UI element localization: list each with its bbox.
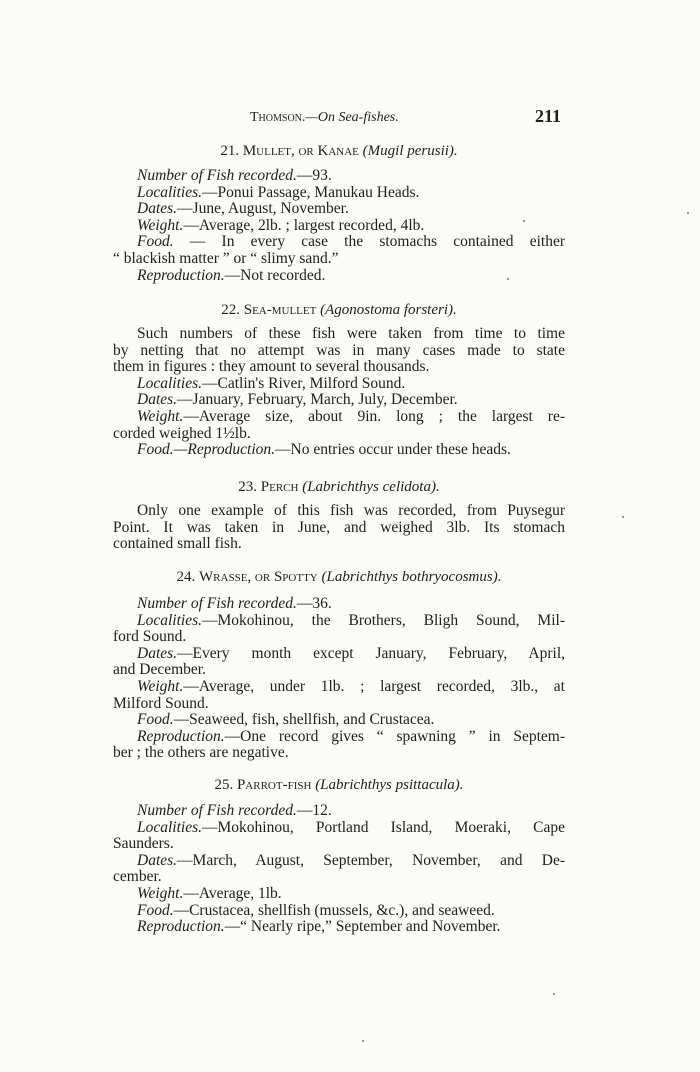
paragraph-line: Localities.—Mokohinou, Portland Island, Moeraki, Cape bbox=[137, 818, 565, 836]
section-body bbox=[113, 326, 565, 459]
paragraph-line: Number of Fish recorded.—93. bbox=[137, 167, 332, 184]
paragraph-line: Only one example of this fish was recorded, from Puysegur bbox=[137, 502, 565, 519]
section-body bbox=[113, 803, 565, 936]
section-body bbox=[113, 596, 565, 762]
scan-speck bbox=[687, 212, 689, 214]
section-body bbox=[113, 503, 565, 553]
paragraph-line: them in figures : they amount to several thousands. bbox=[113, 358, 430, 376]
scan-speck bbox=[507, 278, 509, 280]
paragraph-line: Reproduction.—One record gives “ spawning ” in Septem- bbox=[137, 727, 565, 745]
paragraph-line: Reproduction.—“ Nearly ripe,” September and November. bbox=[137, 918, 501, 936]
scan-speck bbox=[362, 1040, 364, 1042]
paragraph-line: Dates.—June, August, November. bbox=[137, 200, 349, 218]
paragraph-line: Dates.—Every month except January, February, April, bbox=[137, 644, 565, 662]
paragraph-line: Weight.—Average size, about 9in. long ; the largest re- bbox=[137, 407, 565, 425]
header-title-text: —On Sea-fishes. bbox=[305, 110, 399, 125]
section-body bbox=[113, 168, 565, 284]
paragraph-line: by netting that no attempt was in many cases made to state bbox=[113, 341, 565, 359]
section-heading: 25. Parrot-fish (Labrichthys psittacula). bbox=[214, 777, 464, 793]
page-number: 211 bbox=[535, 106, 562, 126]
scan-speck bbox=[523, 220, 525, 222]
header-title bbox=[250, 110, 399, 126]
paragraph-line: Weight.—Average, 2lb. ; largest recorded, 4lb. bbox=[137, 216, 425, 234]
scan-speck bbox=[553, 993, 555, 995]
section-heading: 21. Mullet, or Kanae (Mugil perusii). bbox=[220, 143, 458, 159]
paragraph-line: Food. — In every case the stomachs contained either bbox=[137, 233, 565, 251]
paragraph-line: Saunders. bbox=[113, 835, 174, 853]
paragraph-line: cember. bbox=[113, 868, 162, 886]
paragraph-line: Localities.—Ponui Passage, Manukau Heads. bbox=[137, 183, 420, 201]
paragraph-line: Localities.—Mokohinou, the Brothers, Bligh Sound, Mil- bbox=[137, 611, 565, 629]
scan-speck bbox=[622, 516, 624, 518]
header-author: Thomson. bbox=[250, 110, 306, 125]
paragraph-line: Food.—Reproduction.—No entries occur under these heads. bbox=[137, 441, 511, 459]
paragraph-line: “ blackish matter ” or “ slimy sand.” bbox=[113, 249, 339, 267]
paragraph-line: Reproduction.—Not recorded. bbox=[137, 266, 326, 284]
paragraph-line: Food.—Crustacea, shellfish (mussels, &c.), and seaweed. bbox=[137, 901, 495, 919]
paragraph-line: Milford Sound. bbox=[113, 694, 209, 712]
paragraph-line: Localities.—Catlin's River, Milford Sound. bbox=[137, 374, 406, 392]
paragraph-line: ber ; the others are negative. bbox=[113, 744, 289, 762]
paragraph-line: ford Sound. bbox=[113, 628, 187, 646]
section-heading: 22. Sea-mullet (Agonostoma forsteri). bbox=[221, 302, 457, 318]
paragraph-line: and December. bbox=[113, 661, 206, 679]
paragraph-line: Such numbers of these fish were taken from time to time bbox=[137, 325, 565, 342]
paragraph-line: Weight.—Average, 1lb. bbox=[137, 884, 282, 902]
paragraph-line: Point. It was taken in June, and weighed 3lb. Its stomach bbox=[113, 518, 565, 536]
section-heading: 24. Wrasse, or Spotty (Labrichthys bothryocosmus). bbox=[176, 569, 502, 585]
paragraph-line: Food.—Seaweed, fish, shellfish, and Crustacea. bbox=[137, 711, 435, 729]
paragraph-line: Number of Fish recorded.—36. bbox=[137, 595, 332, 612]
running-header bbox=[0, 106, 700, 128]
paragraph-line: contained small fish. bbox=[113, 535, 242, 553]
paragraph-line: Weight.—Average, under 1lb. ; largest recorded, 3lb., at bbox=[137, 677, 565, 695]
paragraph-line: Dates.—January, February, March, July, December. bbox=[137, 391, 458, 409]
paragraph-line: Dates.—March, August, September, November, and De- bbox=[137, 851, 565, 869]
paragraph-line: Number of Fish recorded.—12. bbox=[137, 802, 332, 819]
section-heading: 23. Perch (Labrichthys celidota). bbox=[238, 479, 440, 495]
paragraph-line: corded weighed 1½lb. bbox=[113, 424, 251, 442]
